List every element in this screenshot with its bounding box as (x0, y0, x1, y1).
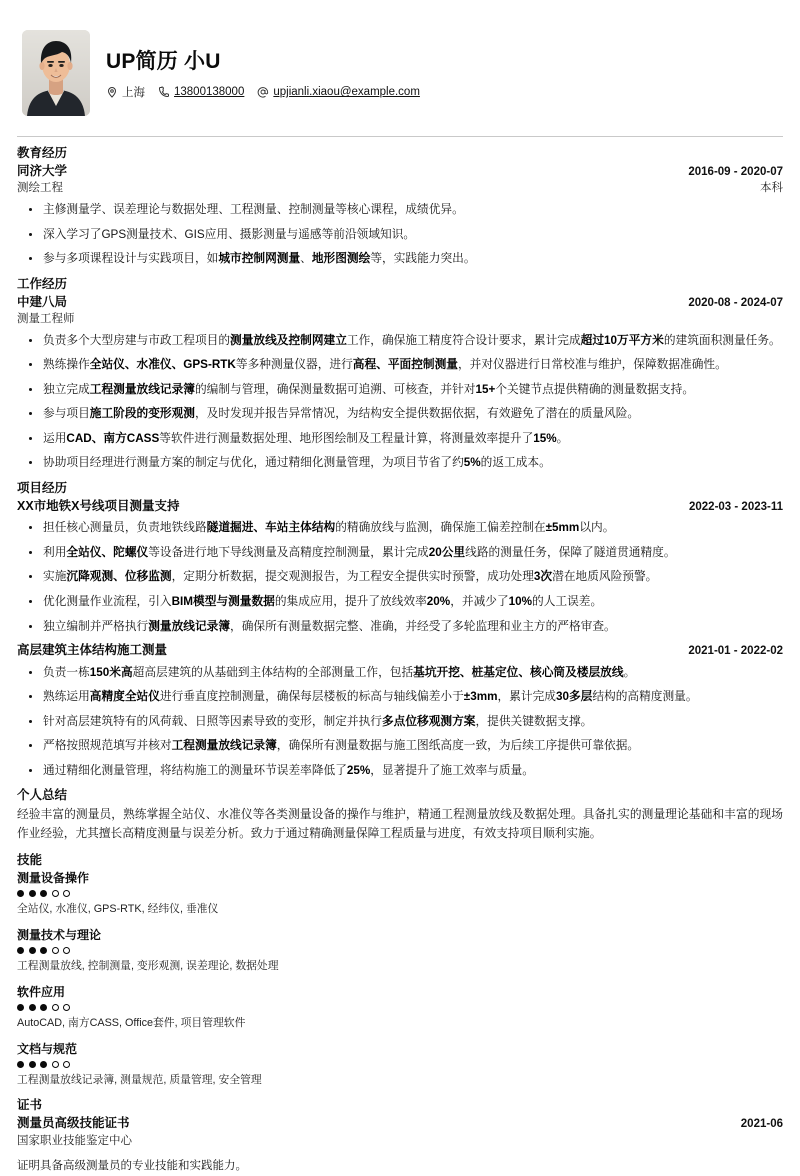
bullet-item: 熟练运用高精度全站仪进行垂直度控制测量，确保每层楼板的标高与轴线偏差小于±3mm，累计完成30多层结构的高精度测量。 (17, 688, 783, 706)
skill-dot-filled (40, 947, 47, 954)
education-major: 测绘工程 (17, 182, 63, 195)
section-title-certificates: 证书 (17, 1098, 43, 1113)
skill-level-dots (17, 890, 783, 897)
phone-icon (158, 86, 170, 98)
work-bullets (17, 332, 783, 472)
skill-dot-filled (17, 1061, 24, 1068)
contact-email-text[interactable]: upjianli.xiaou@example.com (273, 86, 420, 99)
skill-group (17, 927, 783, 975)
skill-dot-filled (29, 947, 36, 954)
skill-dot-empty (52, 1061, 59, 1068)
section-title-projects: 项目经历 (17, 481, 68, 496)
skill-group-items: 工程测量放线, 控制测量, 变形观测, 误差理论, 数据处理 (17, 960, 279, 973)
skill-group-items: 工程测量放线记录簿, 测量规范, 质量管理, 安全管理 (17, 1073, 262, 1086)
email-at-icon (257, 86, 269, 98)
project-name: XX市地铁X号线项目测量支持 (17, 498, 180, 513)
project-bullets (17, 664, 783, 780)
skills-list (17, 870, 783, 1088)
skill-group-name: 文档与规范 (17, 1041, 78, 1056)
skill-dot-filled (40, 1004, 47, 1011)
skill-dot-empty (63, 890, 70, 897)
skill-group-items: 全站仪, 水准仪, GPS-RTK, 经纬仪, 垂准仪 (17, 903, 219, 916)
contact-location-text: 上海 (122, 87, 145, 100)
section-title-skills: 技能 (17, 853, 43, 868)
education-degree: 本科 (760, 182, 783, 195)
certificate-date: 2021-06 (740, 1118, 783, 1131)
work-company: 中建八局 (17, 294, 68, 309)
bullet-item: 优化测量作业流程，引入BIM模型与测量数据的集成应用，提升了放线效率20%，并减少了10%的人工误差。 (17, 593, 783, 611)
education-school: 同济大学 (17, 163, 68, 178)
education-bullets (17, 201, 783, 268)
project-date: 2022-03 - 2023-11 (689, 500, 783, 513)
skill-dot-empty (63, 1004, 70, 1011)
section-skills (17, 852, 783, 1088)
section-title-work: 工作经历 (17, 276, 68, 291)
certificate-issuer: 国家职业技能鉴定中心 (17, 1134, 132, 1147)
section-work (17, 276, 783, 472)
contact-phone-text[interactable]: 13800138000 (174, 86, 245, 99)
bullet-item: 熟练操作全站仪、水准仪、GPS-RTK等多种测量仪器，进行高程、平面控制测量，并对仪器进行日常校准与维护，保障数据准确性。 (17, 356, 783, 374)
certificate-note: 证明具备高级测量员的专业技能和实践能力。 (17, 1160, 247, 1173)
contact-location (106, 84, 145, 100)
education-entry-head (17, 163, 783, 181)
bullet-item: 利用全站仪、陀螺仪等设备进行地下导线测量及高精度控制测量，累计完成20公里线路的测量任务，保障了隧道贯通精度。 (17, 544, 783, 562)
skill-dot-filled (17, 890, 24, 897)
project-entry-head (17, 498, 783, 516)
project-entry (17, 642, 783, 779)
project-bullets (17, 519, 783, 635)
bullet-item: 负责一栋150米高超高层建筑的从基础到主体结构的全部测量工作，包括基坑开挖、桩基定位、核心筒及楼层放线。 (17, 664, 783, 682)
work-entry (17, 294, 783, 472)
skill-dot-filled (29, 890, 36, 897)
bullet-item: 协助项目经理进行测量方案的制定与优化，通过精细化测量管理，为项目节省了约5%的返工成本。 (17, 454, 783, 472)
skill-dot-filled (29, 1061, 36, 1068)
contact-phone[interactable] (158, 86, 244, 98)
skill-dot-filled (17, 947, 24, 954)
skill-dot-empty (63, 1061, 70, 1068)
page-title: UP简历 小U (106, 49, 221, 73)
skill-dot-filled (29, 1004, 36, 1011)
work-subrow (17, 311, 783, 328)
header-divider (17, 136, 783, 137)
education-subrow (17, 180, 783, 197)
certificate-entry-head (17, 1115, 783, 1133)
skill-dot-empty (52, 890, 59, 897)
skill-dot-empty (52, 1004, 59, 1011)
bullet-item: 针对高层建筑特有的风荷载、日照等因素导致的变形，制定并执行多点位移观测方案，提供关键数据支撑。 (17, 713, 783, 731)
skill-group-name: 测量技术与理论 (17, 927, 102, 942)
education-entry (17, 163, 783, 268)
resume-header (17, 30, 783, 116)
contact-list (106, 84, 783, 100)
certificate-subrow (17, 1133, 783, 1150)
bullet-item: 运用CAD、南方CASS等软件进行测量数据处理、地形图绘制及工程量计算，将测量效率提升了15%。 (17, 430, 783, 448)
skill-level-dots (17, 947, 783, 954)
section-summary (17, 787, 783, 844)
section-education (17, 145, 783, 268)
skill-dot-empty (63, 947, 70, 954)
skill-group-items: AutoCAD, 南方CASS, Office套件, 项目管理软件 (17, 1016, 246, 1029)
work-role: 测量工程师 (17, 313, 75, 326)
section-projects (17, 480, 783, 779)
project-date: 2021-01 - 2022-02 (688, 645, 783, 658)
bullet-item: 担任核心测量员，负责地铁线路隧道掘进、车站主体结构的精确放线与监测，确保施工偏差控制在±5mm以内。 (17, 519, 783, 537)
section-title-summary: 个人总结 (17, 788, 68, 803)
certificate-entry (17, 1115, 783, 1176)
project-entry (17, 498, 783, 635)
project-name: 高层建筑主体结构施工测量 (17, 643, 168, 658)
identity-block (106, 46, 783, 100)
skill-dot-empty (52, 947, 59, 954)
contact-email[interactable] (257, 86, 420, 98)
project-entry-head (17, 642, 783, 660)
skill-dot-filled (40, 1061, 47, 1068)
bullet-item: 独立完成工程测量放线记录簿的编制与管理，确保测量数据可追溯、可核查，并针对15+个关键节点提供精确的测量数据支持。 (17, 381, 783, 399)
skill-level-dots (17, 1061, 783, 1068)
bullet-item: 深入学习了GPS测量技术、GIS应用、摄影测量与遥感等前沿领域知识。 (17, 226, 783, 244)
section-title-education: 教育经历 (17, 146, 68, 160)
bullet-item: 通过精细化测量管理，将结构施工的测量环节误差率降低了25%，显著提升了施工效率与质量。 (17, 762, 783, 780)
skill-level-dots (17, 1004, 783, 1011)
skill-group-name: 测量设备操作 (17, 871, 90, 886)
bullet-item: 严格按照规范填写并核对工程测量放线记录簿，确保所有测量数据与施工图纸高度一致，为后续工序提供可靠依据。 (17, 737, 783, 755)
education-date: 2016-09 - 2020-07 (688, 165, 783, 178)
bullet-item: 主修测量学、误差理论与数据处理、工程测量、控制测量等核心课程，成绩优异。 (17, 201, 783, 219)
avatar (22, 30, 90, 116)
skill-dot-filled (40, 890, 47, 897)
section-certificates (17, 1097, 783, 1176)
skill-group (17, 870, 783, 918)
bullet-item: 参与项目施工阶段的变形观测，及时发现并报告异常情况，为结构安全提供数据依据，有效避免了潜在的质量风险。 (17, 405, 783, 423)
bullet-item: 独立编制并严格执行测量放线记录簿，确保所有测量数据完整、准确，并经受了多轮监理和业主方的严格审查。 (17, 618, 783, 636)
work-entry-head (17, 294, 783, 312)
skill-group (17, 984, 783, 1032)
skill-group (17, 1041, 783, 1089)
location-pin-icon (106, 86, 118, 98)
bullet-item: 负责多个大型房建与市政工程项目的测量放线及控制网建立工作，确保施工精度符合设计要求，累计完成超过10万平方米的建筑面积测量任务。 (17, 332, 783, 350)
bullet-item: 实施沉降观测、位移监测，定期分析数据，提交观测报告，为工程安全提供实时预警，成功处理3次潜在地质风险预警。 (17, 568, 783, 586)
bullet-item: 参与多项课程设计与实践项目，如城市控制网测量、地形图测绘等，实践能力突出。 (17, 250, 783, 268)
skill-dot-filled (17, 1004, 24, 1011)
skill-group-name: 软件应用 (17, 984, 66, 999)
summary-text: 经验丰富的测量员，熟练掌握全站仪、水准仪等各类测量设备的操作与维护，精通工程测量放线及数据处理。具备扎实的测量理论基础和丰富的现场作业经验，尤其擅长高精度测量与误差分析。致力于通过精确测量保障工程质量与进度，有效支持项目顺利实施。 (17, 808, 783, 841)
certificate-name: 测量员高级技能证书 (17, 1116, 130, 1131)
work-date: 2020-08 - 2024-07 (688, 296, 783, 309)
